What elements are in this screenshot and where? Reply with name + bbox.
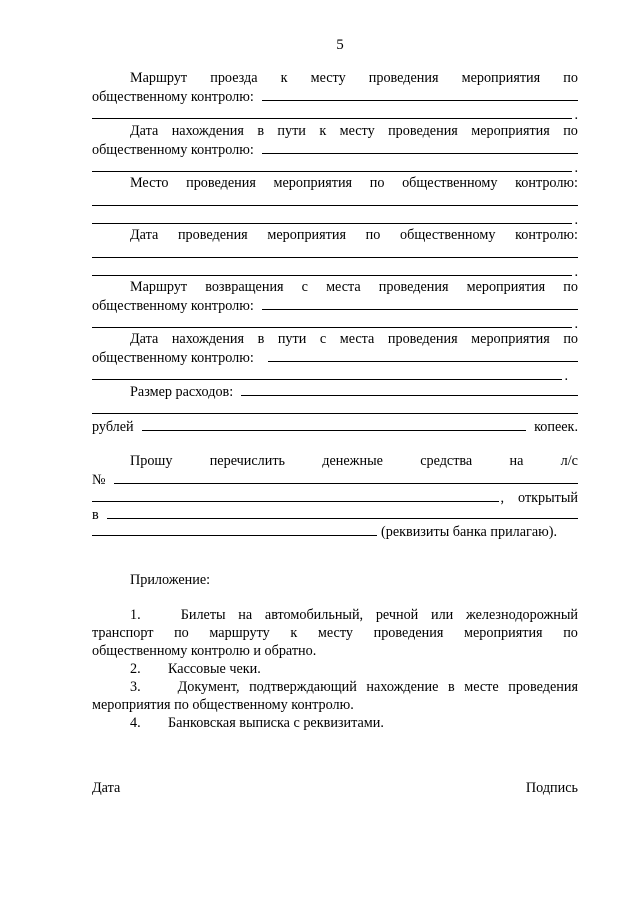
word: железнодорожный <box>465 607 578 623</box>
date-to-line-2: . <box>92 158 578 176</box>
route-to-line-2: . <box>92 105 578 123</box>
number-sign: № <box>92 472 106 488</box>
date-back-line-2: . <box>92 366 568 384</box>
word: Дата <box>130 331 159 347</box>
word: по <box>369 175 385 191</box>
in-label: в <box>92 507 99 523</box>
word: Место <box>130 175 169 191</box>
signature-label: Подпись <box>525 780 578 796</box>
expenses-line-1 <box>92 382 578 400</box>
list-item <box>92 678 578 714</box>
word: мероприятия <box>471 123 550 139</box>
list-item <box>92 606 578 660</box>
route-back-input-2[interactable] <box>92 314 572 328</box>
word: на <box>509 453 524 469</box>
word: в <box>257 123 265 139</box>
word: месту <box>339 123 375 139</box>
route-to-line-1 <box>92 87 578 105</box>
word: нахождение <box>366 679 439 695</box>
word: места <box>326 279 361 295</box>
date-to-heading <box>92 122 578 140</box>
list-text: Кассовые чеки. <box>168 661 261 677</box>
date-back-input[interactable] <box>268 348 578 362</box>
word: Дата <box>130 123 159 139</box>
word: места <box>339 331 375 347</box>
list-number: 1. <box>130 607 141 623</box>
attachment-heading: Приложение: <box>130 572 211 588</box>
list-number: 4. <box>130 715 141 731</box>
word: денежные <box>322 453 383 469</box>
word: проведения <box>368 70 439 86</box>
attachment-list <box>92 606 578 732</box>
word: мероприятия <box>461 70 541 86</box>
bank-line-2 <box>92 522 578 540</box>
date-event-heading <box>92 226 578 244</box>
page-number: 5 <box>336 37 344 53</box>
word: или <box>430 607 454 623</box>
word: пути <box>277 331 307 347</box>
date-to-input-2[interactable] <box>92 158 572 172</box>
word: месту <box>310 70 346 86</box>
word: по <box>563 70 578 86</box>
account-number-input[interactable] <box>114 470 578 484</box>
word: Прошу <box>130 453 173 469</box>
route-back-heading <box>92 278 578 296</box>
list-text: общественному контролю и обратно. <box>92 643 317 659</box>
date-to-line-1 <box>92 140 578 158</box>
opened-label: открытый <box>518 490 578 506</box>
word: Дата <box>130 227 159 243</box>
list-text: Банковская выписка с реквизитами. <box>168 715 384 731</box>
word: в <box>447 679 455 695</box>
route-back-input[interactable] <box>262 296 578 310</box>
route-back-label: общественному контролю: <box>92 298 254 314</box>
account-input-2[interactable] <box>92 488 499 502</box>
date-label: Дата <box>92 780 121 796</box>
list-number: 2. <box>130 661 141 677</box>
word: речной <box>375 607 419 623</box>
word: контролю: <box>515 175 578 191</box>
word: к <box>319 123 327 139</box>
date-back-label: общественному контролю: <box>92 350 254 366</box>
kopecks-label: копеек. <box>534 419 578 435</box>
word: перечислить <box>209 453 286 469</box>
expenses-line-2 <box>92 400 578 418</box>
date-event-input-2[interactable] <box>92 262 572 276</box>
word: л/с <box>560 453 578 469</box>
expenses-input-2[interactable] <box>92 400 578 414</box>
date-back-line-1 <box>92 348 578 366</box>
word: по <box>563 123 578 139</box>
word: к <box>280 70 288 86</box>
word: мероприятия <box>471 331 550 347</box>
date-event-line-2: . <box>92 262 578 280</box>
word: проведения <box>186 175 256 191</box>
route-back-line-2: . <box>92 314 578 332</box>
word: маршруту <box>209 625 270 641</box>
word: проведения <box>388 123 458 139</box>
date-to-label: общественному контролю: <box>92 142 254 158</box>
rubles-input[interactable] <box>142 417 526 431</box>
list-item <box>92 714 578 732</box>
list-text: мероприятия по общественному контролю. <box>92 697 354 713</box>
word: подтверждающий <box>249 679 357 695</box>
place-input-2[interactable] <box>92 210 572 224</box>
rubles-line <box>92 417 578 435</box>
word: общественному <box>402 175 498 191</box>
date-to-input[interactable] <box>262 140 578 154</box>
word: Билеты <box>180 607 226 623</box>
word: Маршрут <box>130 279 188 295</box>
word: Документ, <box>177 679 240 695</box>
route-to-input[interactable] <box>262 87 578 101</box>
word: по <box>563 279 578 295</box>
place-line-1 <box>92 192 578 210</box>
date-event-line-1 <box>92 244 578 262</box>
bank-note: (реквизиты банка прилагаю). <box>381 524 558 540</box>
place-line-2: . <box>92 210 578 228</box>
word: с <box>319 331 327 347</box>
word: по <box>174 625 189 641</box>
word: нахождения <box>171 123 244 139</box>
word: проведения <box>508 679 578 695</box>
word: с <box>301 279 308 295</box>
list-item <box>92 660 578 678</box>
date-event-input[interactable] <box>92 244 578 258</box>
place-input[interactable] <box>92 192 578 206</box>
bank-line-1 <box>92 505 578 523</box>
route-back-line-1 <box>92 296 578 314</box>
word: в <box>257 331 265 347</box>
expenses-input[interactable] <box>241 382 578 396</box>
word: к <box>290 625 298 641</box>
date-back-heading <box>92 330 578 348</box>
word: на <box>238 607 253 623</box>
word: мероприятия <box>463 625 543 641</box>
word: транспорт <box>92 625 154 641</box>
word: мероприятия <box>273 175 353 191</box>
word: Маршрут <box>130 70 188 86</box>
word: контролю: <box>515 227 578 243</box>
word: нахождения <box>171 331 245 347</box>
route-to-input-2[interactable] <box>92 105 572 119</box>
word: по <box>365 227 381 243</box>
list-number: 3. <box>130 679 141 695</box>
word: мероприятия <box>466 279 546 295</box>
word: проведения <box>387 331 458 347</box>
word: проведения <box>378 279 449 295</box>
word: автомобильный, <box>264 607 364 623</box>
route-to-heading <box>92 69 578 87</box>
date-back-input-2[interactable] <box>92 366 562 380</box>
word: по <box>563 625 578 641</box>
bank-input-2[interactable] <box>92 522 377 536</box>
word: средства <box>420 453 473 469</box>
word: возвращения <box>205 279 284 295</box>
request-heading <box>92 452 578 470</box>
word: общественному <box>400 227 496 243</box>
word: месту <box>317 625 353 641</box>
expenses-label: Размер расходов: <box>130 384 234 400</box>
word: проведения <box>373 625 444 641</box>
account-number-line <box>92 470 578 488</box>
word: пути <box>277 123 306 139</box>
word: месте <box>464 679 499 695</box>
account-opened-line: , открытый <box>92 488 578 506</box>
word: мероприятия <box>267 227 346 243</box>
word: проезда <box>210 70 258 86</box>
word: проведения <box>177 227 248 243</box>
place-heading <box>92 174 578 192</box>
rubles-label: рублей <box>92 419 134 435</box>
word: по <box>563 331 578 347</box>
bank-input[interactable] <box>107 505 578 519</box>
route-to-label: общественному контролю: <box>92 89 254 105</box>
